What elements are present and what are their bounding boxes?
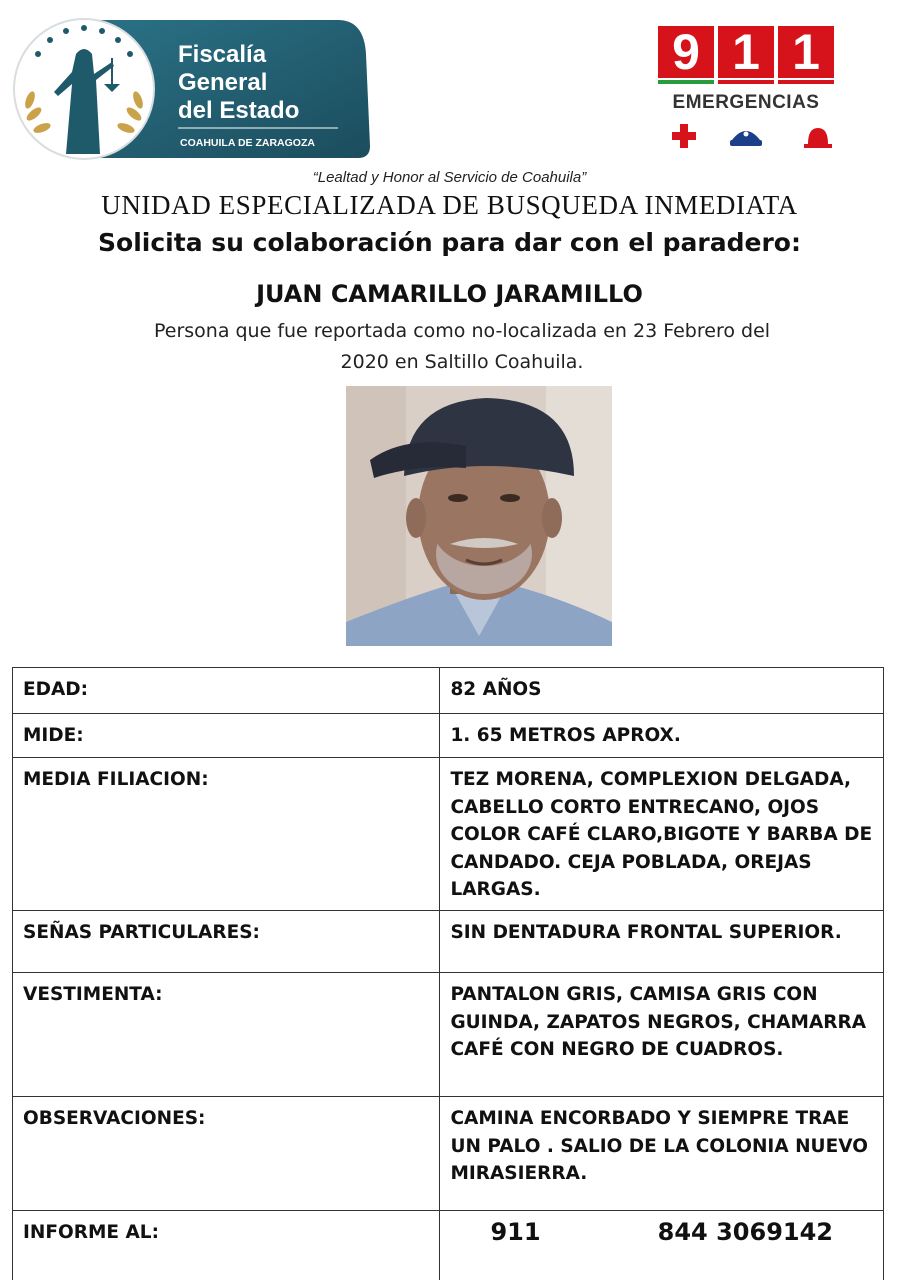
edad-label: EDAD: [13, 668, 440, 714]
missing-person-photo [346, 386, 612, 646]
agency-line1: Fiscalía [178, 41, 267, 68]
medical-cross-icon [672, 124, 696, 148]
table-row [13, 911, 884, 973]
table-row [13, 973, 884, 1097]
table-row [13, 668, 884, 714]
table-row [13, 1211, 884, 1280]
vestimenta-value: PANTALON GRIS, CAMISA GRIS CON GUINDA, ZAPATOS NEGROS, CHAMARRA CAFÉ CON NEGRO DE CUADROS. [440, 973, 884, 1097]
agency-line2: General [178, 69, 268, 96]
request-heading: Solicita su colaboración para dar con el paradero: [98, 228, 801, 257]
observaciones-value: CAMINA ENCORBADO Y SIEMPRE TRAE UN PALO . SALIO DE LA COLONIA NUEVO MIRASIERRA. [440, 1097, 884, 1211]
media-filiacion-value: TEZ MORENA, COMPLEXION DELGADA, CABELLO CORTO ENTRECANO, OJOS COLOR CAFÉ CLARO,BIGOTE Y BARBA DE CANDADO. CEJA POBLADA, OREJAS LARGAS. [440, 758, 884, 911]
phone-911[interactable]: 911 [490, 1218, 541, 1246]
emergencias-911-logo [652, 20, 838, 152]
senas-value: SIN DENTADURA FRONTAL SUPERIOR. [440, 911, 884, 973]
emergencias-label: EMERGENCIAS [672, 92, 820, 113]
vestimenta-label: VESTIMENTA: [13, 973, 440, 1097]
mide-value: 1. 65 METROS APROX. [440, 714, 884, 758]
fiscalia-logo [8, 14, 372, 162]
unit-title: UNIDAD ESPECIALIZADA DE BUSQUEDA INMEDIATA [101, 190, 798, 220]
details-table [12, 667, 884, 1280]
edad-value: 82 AÑOS [440, 668, 884, 714]
digit-1b: 1 [778, 26, 834, 78]
agency-state: COAHUILA DE ZARAGOZA [180, 137, 315, 149]
person-name: JUAN CAMARILLO JARAMILLO [256, 280, 643, 308]
report-line1: Persona que fue reportada como no-localizada en 23 Febrero del [153, 320, 771, 342]
digit-9: 9 [658, 26, 714, 78]
senas-label: SEÑAS PARTICULARES: [13, 911, 440, 973]
informe-value [440, 1211, 884, 1280]
table-row [13, 1097, 884, 1211]
report-line2: 2020 en Saltillo Coahuila. [340, 351, 584, 373]
agency-line3: del Estado [178, 97, 300, 124]
report-text [100, 316, 824, 378]
digit-1a: 1 [718, 26, 774, 78]
table-row [13, 714, 884, 758]
informe-label: INFORME AL: [13, 1211, 440, 1280]
media-filiacion-label: MEDIA FILIACION: [13, 758, 440, 911]
mide-label: MIDE: [13, 714, 440, 758]
table-row [13, 758, 884, 911]
motto: “Lealtad y Honor al Servicio de Coahuila” [312, 169, 587, 186]
phone-local[interactable]: 844 3069142 [657, 1218, 833, 1246]
observaciones-label: OBSERVACIONES: [13, 1097, 440, 1211]
fire-helmet-icon [804, 128, 832, 148]
police-cap-icon [730, 131, 762, 146]
